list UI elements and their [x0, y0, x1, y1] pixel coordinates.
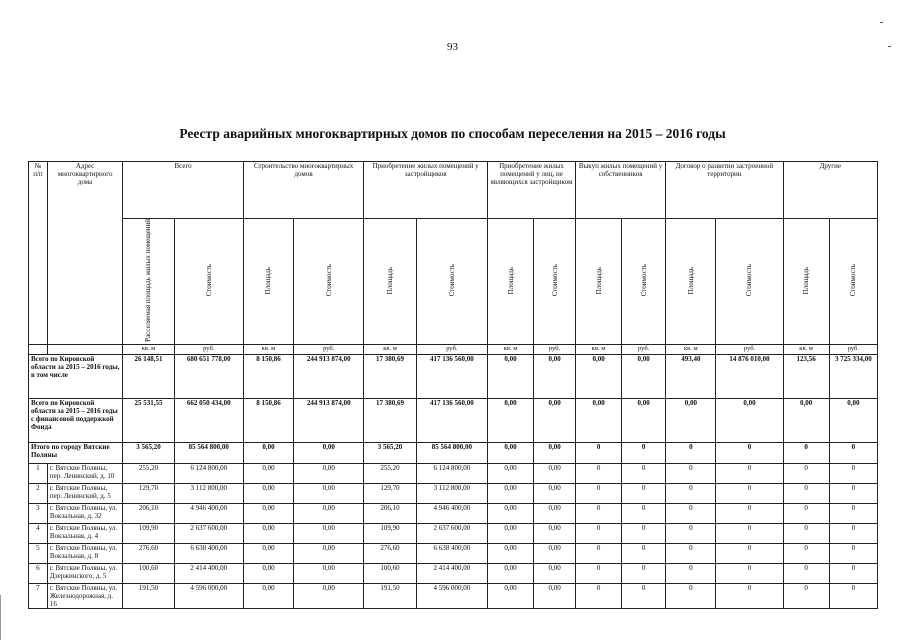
value-cell: 0 [716, 583, 783, 608]
value-cell: 0,00 [243, 503, 293, 523]
value-cell: 100,60 [364, 563, 416, 583]
value-cell: 2 414 400,00 [174, 563, 243, 583]
value-cell: 0,00 [243, 583, 293, 608]
value-cell: 0 [783, 563, 829, 583]
unit-cell: кв. м [364, 344, 416, 354]
value-cell: 0 [622, 543, 666, 563]
value-cell: 0,00 [243, 543, 293, 563]
value-cell: 0 [783, 523, 829, 543]
header-buyout: Выкуп жилых помещений у собственников [576, 162, 666, 219]
unit-cell: руб. [622, 344, 666, 354]
value-cell: 0,00 [576, 398, 622, 442]
value-cell: 0,00 [488, 483, 534, 503]
subheader-cost: Стоимость [174, 219, 243, 345]
value-cell: 2 637 600,00 [416, 523, 487, 543]
value-cell: 109,90 [123, 523, 174, 543]
row-address: г. Вятские Поляны, пер. Ленинский, д. 5 [47, 483, 122, 503]
value-cell: 0 [829, 523, 877, 543]
value-cell: 0 [666, 583, 716, 608]
value-cell: 0 [576, 463, 622, 483]
value-cell: 0,00 [534, 523, 576, 543]
header-purchase-developers: Приобретение жилых помещений у застройщиков [364, 162, 488, 219]
value-cell: 26 148,51 [123, 354, 174, 398]
unit-cell: руб. [416, 344, 487, 354]
value-cell: 0 [666, 483, 716, 503]
value-cell: 17 380,69 [364, 398, 416, 442]
value-cell: 244 913 874,00 [294, 354, 364, 398]
table-row [29, 583, 878, 608]
value-cell: 0 [576, 523, 622, 543]
value-cell: 0 [666, 463, 716, 483]
value-cell: 662 050 434,00 [174, 398, 243, 442]
unit-cell: руб. [294, 344, 364, 354]
unit-cell: руб. [534, 344, 576, 354]
table-row [29, 543, 878, 563]
value-cell: 0,00 [783, 398, 829, 442]
value-cell: 3 565,20 [123, 442, 174, 463]
value-cell: 4 596 000,00 [416, 583, 487, 608]
scan-mark [880, 22, 883, 23]
value-cell: 2 637 600,00 [174, 523, 243, 543]
subheader-area: Площадь [576, 219, 622, 345]
row-number: 1 [29, 463, 48, 483]
value-cell: 206,10 [123, 503, 174, 523]
table-row [29, 523, 878, 543]
value-cell: 0,00 [294, 503, 364, 523]
value-cell: 4 946 400,00 [416, 503, 487, 523]
value-cell: 0 [829, 503, 877, 523]
value-cell: 0,00 [534, 398, 576, 442]
subheader-cost: Стоимость [716, 219, 783, 345]
value-cell: 0,00 [622, 354, 666, 398]
subheader-cost: Стоимость [294, 219, 364, 345]
subheader-cost: Стоимость [534, 219, 576, 345]
table-row [29, 463, 878, 483]
page-number: 93 [447, 41, 458, 53]
value-cell: 0 [622, 442, 666, 463]
value-cell: 0,00 [294, 583, 364, 608]
value-cell: 276,60 [123, 543, 174, 563]
value-cell: 0,00 [622, 398, 666, 442]
table-row [29, 503, 878, 523]
value-cell: 0 [829, 442, 877, 463]
value-cell: 3 565,20 [364, 442, 416, 463]
value-cell: 0,00 [534, 563, 576, 583]
value-cell: 6 638 400,00 [416, 543, 487, 563]
value-cell: 0,00 [243, 563, 293, 583]
value-cell: 0 [716, 442, 783, 463]
header-other: Другие [783, 162, 877, 219]
row-address: г. Вятские Поляны, ул. Железнодорожная, д. 16 [47, 583, 122, 608]
value-cell: 0 [783, 483, 829, 503]
value-cell: 25 531,55 [123, 398, 174, 442]
value-cell: 0,00 [534, 583, 576, 608]
value-cell: 17 380,69 [364, 354, 416, 398]
scan-edge-line [0, 595, 1, 640]
value-cell: 0,00 [534, 354, 576, 398]
summary-row [29, 442, 878, 463]
value-cell: 0 [716, 563, 783, 583]
table-row [29, 563, 878, 583]
value-cell: 0 [576, 583, 622, 608]
value-cell: 0 [666, 563, 716, 583]
row-label: Итого по городу Вятские Поляны [29, 442, 123, 463]
value-cell: 4 946 400,00 [174, 503, 243, 523]
row-address: г. Вятские Поляны, ул. Вокзальная, д. 8 [47, 543, 122, 563]
value-cell: 0,00 [829, 398, 877, 442]
value-cell: 8 150,86 [243, 354, 293, 398]
value-cell: 0,00 [488, 354, 534, 398]
value-cell: 2 414 400,00 [416, 563, 487, 583]
value-cell: 0 [783, 543, 829, 563]
value-cell: 0 [576, 483, 622, 503]
unit-cell: кв. м [666, 344, 716, 354]
value-cell: 0 [622, 503, 666, 523]
value-cell: 0,00 [294, 543, 364, 563]
value-cell: 0 [829, 583, 877, 608]
subheader-area: Площадь [666, 219, 716, 345]
summary-row [29, 354, 878, 398]
value-cell: 3 112 800,00 [416, 483, 487, 503]
value-cell: 123,56 [783, 354, 829, 398]
row-address: г. Вятские Поляны, ул. Вокзальная, д. 32 [47, 503, 122, 523]
value-cell: 0 [622, 583, 666, 608]
unit-cell: кв. м [783, 344, 829, 354]
row-label: Всего по Кировской области за 2015 – 2016 годы с финансовой поддержкой Фонда [29, 398, 123, 442]
value-cell: 0 [829, 463, 877, 483]
header-total: Всего [123, 162, 244, 219]
value-cell: 0,00 [294, 563, 364, 583]
value-cell: 0,00 [534, 503, 576, 523]
row-number: 4 [29, 523, 48, 543]
subheader-total-area: Расселяемая площадь жилых помещений [123, 219, 174, 345]
row-number: 5 [29, 543, 48, 563]
subheader-cost: Стоимость [829, 219, 877, 345]
value-cell: 129,70 [364, 483, 416, 503]
unit-cell: кв. м [123, 344, 174, 354]
value-cell: 0,00 [488, 583, 534, 608]
summary-row [29, 398, 878, 442]
header-construction: Строительство многоквартирных домов [243, 162, 364, 219]
value-cell: 0 [622, 483, 666, 503]
value-cell: 0,00 [294, 483, 364, 503]
value-cell: 0 [783, 442, 829, 463]
row-address: г. Вятские Поляны, ул. Дзержинского, д. 5 [47, 563, 122, 583]
value-cell: 0,00 [294, 463, 364, 483]
value-cell: 0 [576, 563, 622, 583]
value-cell: 417 136 560,00 [416, 398, 487, 442]
value-cell: 0 [716, 503, 783, 523]
value-cell: 206,10 [364, 503, 416, 523]
value-cell: 417 136 560,00 [416, 354, 487, 398]
value-cell: 14 876 010,00 [716, 354, 783, 398]
subheader-cost: Стоимость [622, 219, 666, 345]
value-cell: 0,00 [488, 398, 534, 442]
value-cell: 0,00 [534, 463, 576, 483]
value-cell: 0,00 [243, 442, 293, 463]
value-cell: 0,00 [488, 442, 534, 463]
subheader-area: Площадь [364, 219, 416, 345]
value-cell: 0 [783, 583, 829, 608]
value-cell: 0,00 [488, 543, 534, 563]
value-cell: 0,00 [534, 483, 576, 503]
header-purchase-non-developers: Приобретение жилых помещений у лиц, не являющихся застройщиком [488, 162, 576, 219]
value-cell: 85 564 800,00 [174, 442, 243, 463]
value-cell: 0 [666, 543, 716, 563]
value-cell: 0 [829, 563, 877, 583]
row-address: г. Вятские Поляны, ул. Вокзальная, д. 4 [47, 523, 122, 543]
value-cell: 6 638 400,00 [174, 543, 243, 563]
value-cell: 0 [622, 523, 666, 543]
row-label: Всего по Кировской области за 2015 – 2016 годы, в том числе [29, 354, 123, 398]
value-cell: 6 124 800,00 [416, 463, 487, 483]
value-cell: 244 913 874,00 [294, 398, 364, 442]
unit-cell: кв. м [488, 344, 534, 354]
value-cell: 0,00 [243, 463, 293, 483]
value-cell: 255,20 [123, 463, 174, 483]
value-cell: 0 [622, 463, 666, 483]
registry-table [28, 161, 878, 609]
subheader-area: Площадь [488, 219, 534, 345]
document-title: Реестр аварийных многоквартирных домов по способам переселения на 2015 – 2016 годы [179, 126, 726, 141]
value-cell: 0 [716, 523, 783, 543]
table-row [29, 483, 878, 503]
value-cell: 0,00 [716, 398, 783, 442]
value-cell: 0,00 [294, 523, 364, 543]
value-cell: 6 124 800,00 [174, 463, 243, 483]
value-cell: 109,90 [364, 523, 416, 543]
value-cell: 0 [666, 442, 716, 463]
value-cell: 255,20 [364, 463, 416, 483]
scan-mark [888, 46, 891, 47]
unit-cell: руб. [174, 344, 243, 354]
header-address: Адрес многоквартирного дома [47, 162, 122, 345]
unit-cell: кв. м [576, 344, 622, 354]
subheader-area: Площадь [243, 219, 293, 345]
value-cell: 493,40 [666, 354, 716, 398]
row-number: 3 [29, 503, 48, 523]
value-cell: 0 [783, 503, 829, 523]
header-development-agreement: Договор о развитии застроенной территории [666, 162, 783, 219]
value-cell: 3 112 800,00 [174, 483, 243, 503]
unit-cell: кв. м [243, 344, 293, 354]
value-cell: 4 596 000,00 [174, 583, 243, 608]
value-cell: 0,00 [243, 523, 293, 543]
value-cell: 0 [576, 442, 622, 463]
value-cell: 0,00 [534, 543, 576, 563]
value-cell: 100,60 [123, 563, 174, 583]
row-address: г. Вятские Поляны, пер. Ленинский, д. 10 [47, 463, 122, 483]
value-cell: 0,00 [488, 563, 534, 583]
value-cell: 191,50 [123, 583, 174, 608]
value-cell: 0 [716, 543, 783, 563]
value-cell: 0,00 [294, 442, 364, 463]
value-cell: 0 [666, 523, 716, 543]
value-cell: 680 651 778,00 [174, 354, 243, 398]
value-cell: 191,50 [364, 583, 416, 608]
row-number: 7 [29, 583, 48, 608]
value-cell: 0 [829, 543, 877, 563]
value-cell: 129,70 [123, 483, 174, 503]
value-cell: 0 [783, 463, 829, 483]
value-cell: 0,00 [488, 503, 534, 523]
value-cell: 3 725 334,00 [829, 354, 877, 398]
value-cell: 0 [576, 503, 622, 523]
unit-cell: руб. [829, 344, 877, 354]
unit-cell: руб. [716, 344, 783, 354]
subheader-cost: Стоимость [416, 219, 487, 345]
value-cell: 8 150,86 [243, 398, 293, 442]
row-number: 2 [29, 483, 48, 503]
header-num: № п/п [29, 162, 48, 345]
value-cell: 0,00 [576, 354, 622, 398]
value-cell: 0 [716, 463, 783, 483]
value-cell: 0,00 [534, 442, 576, 463]
value-cell: 0 [622, 563, 666, 583]
value-cell: 0 [666, 503, 716, 523]
value-cell: 85 564 800,00 [416, 442, 487, 463]
value-cell: 0,00 [488, 523, 534, 543]
value-cell: 0 [716, 483, 783, 503]
row-number: 6 [29, 563, 48, 583]
value-cell: 0 [576, 543, 622, 563]
subheader-area: Площадь [783, 219, 829, 345]
value-cell: 0,00 [488, 463, 534, 483]
value-cell: 0,00 [666, 398, 716, 442]
value-cell: 0,00 [243, 483, 293, 503]
units-row [29, 344, 878, 354]
value-cell: 0 [829, 483, 877, 503]
value-cell: 276,60 [364, 543, 416, 563]
